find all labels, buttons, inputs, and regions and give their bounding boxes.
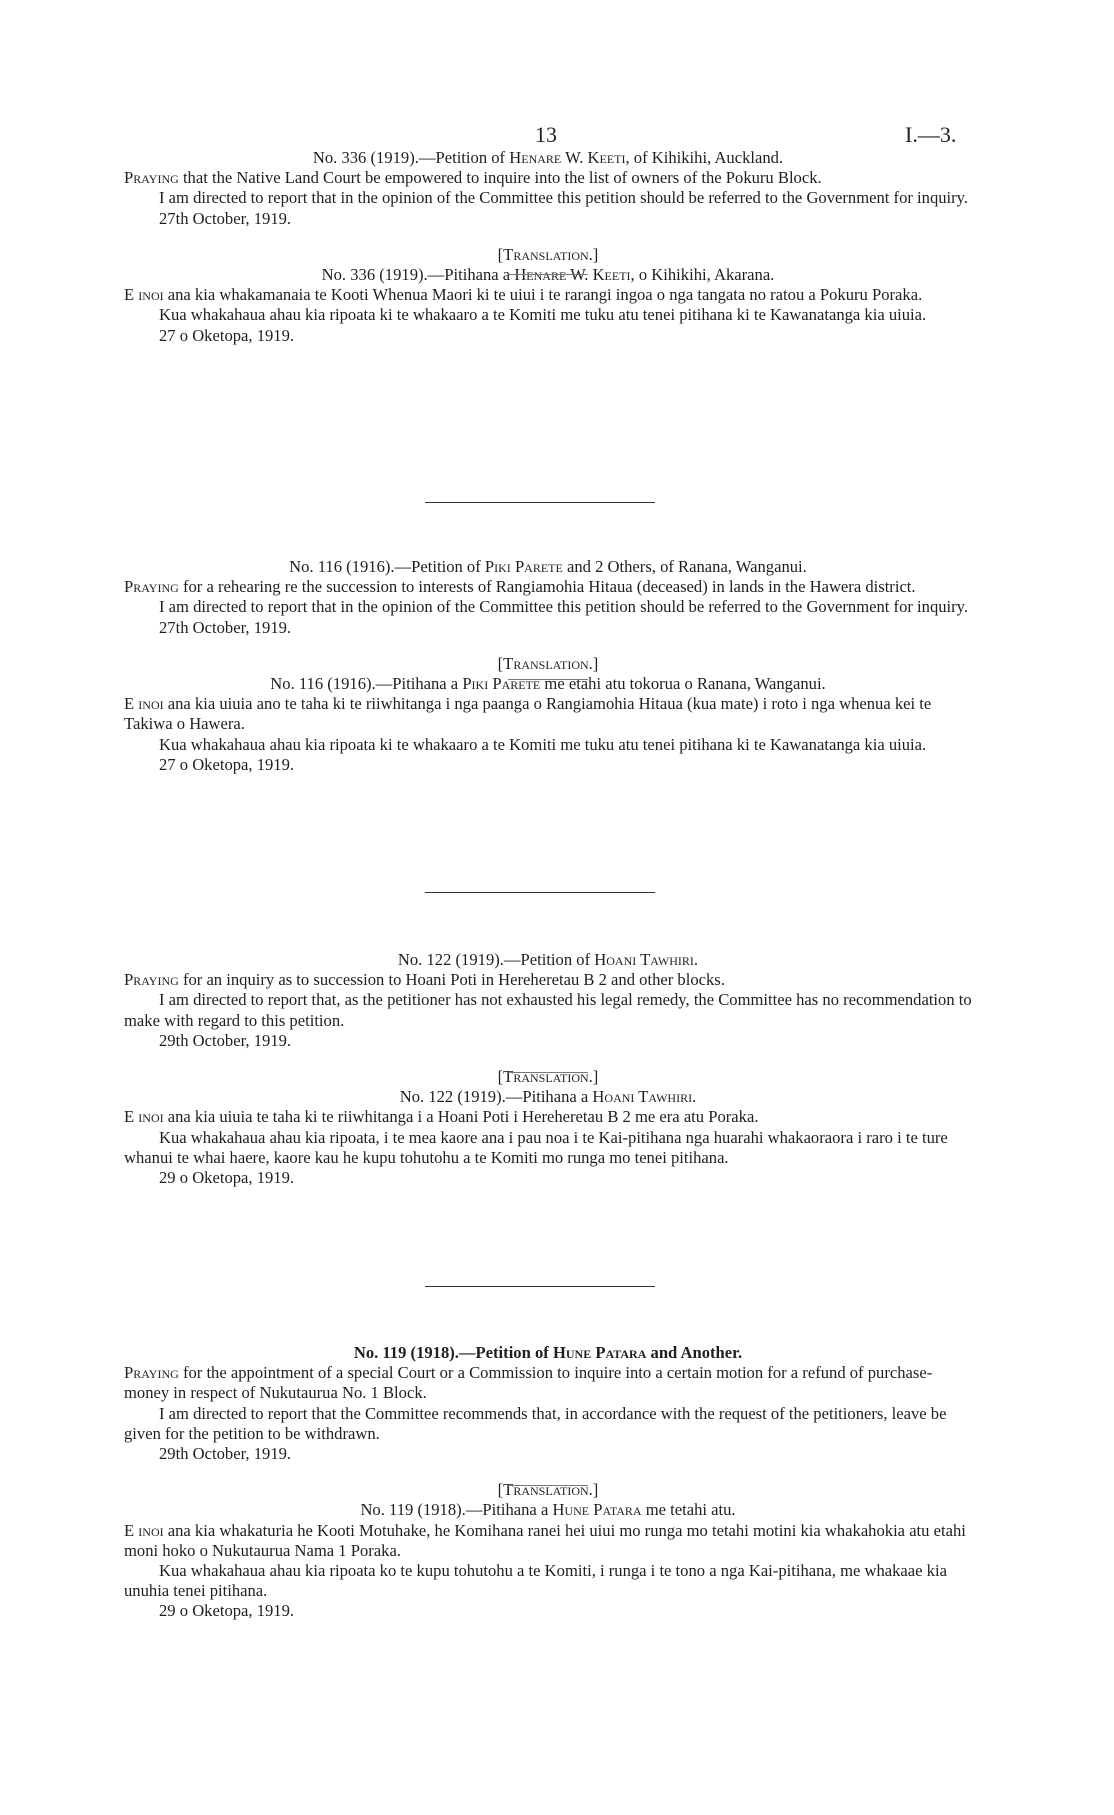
praying-paragraph: Praying for the appointment of a special Court or a Commission to inquire into a certain motion for a refund of purchase-money in respect of Nukutaurua No. 1 Block. bbox=[124, 1363, 933, 1403]
petition-heading: No. 122 (1919).—Petition of Hoani Tawhiri. bbox=[397, 950, 699, 969]
petition-122-section bbox=[124, 950, 972, 1188]
translation-report-paragraph: Kua whakahaua ahau kia ripoata, i te mea kaore ana i pau noa i te Kai-pitihana nga huarahi whakaoraora i raro i te ture whanui te whai haere, kaore kau he kupu tohutohu a te Komiti mo runga mo tenei pitihana. bbox=[124, 1127, 948, 1167]
translation-label: [Translation.] bbox=[497, 1480, 599, 1500]
report-paragraph: I am directed to report that, as the petitioner has not exhausted his legal remedy, the Committee has no recommendation to make with regard to this petition. bbox=[124, 990, 972, 1030]
short-divider bbox=[508, 274, 588, 275]
translation-date: 27 o Oketopa, 1919. bbox=[159, 754, 295, 774]
translation-date: 27 o Oketopa, 1919. bbox=[159, 325, 295, 345]
report-date: 29th October, 1919. bbox=[159, 1444, 292, 1464]
translation-report-paragraph: Kua whakahaua ahau kia ripoata ki te whakaaro a te Komiti me tuku atu tenei pitihana ki te Kawanatanga kia uiuia. bbox=[159, 734, 927, 754]
translation-praying-paragraph: E inoi ana kia uiuia te taha ki te riiwhitanga i a Hoani Poti i Hereheretau B 2 me era atu Poraka. bbox=[124, 1107, 759, 1127]
praying-paragraph: Praying that the Native Land Court be empowered to inquire into the list of owners of the Pokuru Block. bbox=[124, 168, 822, 188]
report-date: 29th October, 1919. bbox=[159, 1030, 292, 1050]
petition-heading: No. 116 (1916).—Petition of Piki Parete and 2 Others, of Ranana, Wanganui. bbox=[289, 557, 807, 576]
report-date: 27th October, 1919. bbox=[159, 617, 292, 637]
report-paragraph: I am directed to report that the Committee recommends that, in accordance with the request of the petitioners, leave be given for the petition to be withdrawn. bbox=[124, 1403, 947, 1443]
page-number: 13 bbox=[535, 122, 557, 147]
translation-heading: No. 122 (1919).—Pitihana a Hoani Tawhiri. bbox=[399, 1087, 697, 1107]
translation-date: 29 o Oketopa, 1919. bbox=[159, 1601, 295, 1621]
petition-119-section bbox=[124, 1343, 972, 1622]
translation-label: [Translation.] bbox=[497, 244, 599, 264]
report-date: 27th October, 1919. bbox=[159, 208, 292, 228]
translation-report-paragraph: Kua whakahaua ahau kia ripoata ki te whakaaro a te Komiti me tuku atu tenei pitihana ki te Kawanatanga kia uiuia. bbox=[159, 305, 927, 325]
short-divider bbox=[508, 1072, 588, 1073]
praying-paragraph: Praying for an inquiry as to succession to Hoani Poti in Hereheretau B 2 and other blocks. bbox=[124, 970, 725, 990]
petition-116-section bbox=[124, 557, 972, 775]
petition-heading: No. 119 (1918).—Petition of Hune Patara and Another. bbox=[353, 1343, 743, 1362]
translation-label: [Translation.] bbox=[497, 653, 599, 673]
petition-336-section bbox=[124, 148, 972, 346]
section-divider bbox=[425, 1286, 655, 1287]
short-divider bbox=[508, 679, 588, 680]
translation-label: [Translation.] bbox=[497, 1067, 599, 1087]
translation-heading: No. 336 (1919).—Pitihana a Henare W. Keeti, o Kihikihi, Akarana. bbox=[321, 265, 775, 285]
translation-praying-paragraph: E inoi ana kia uiuia ano te taha ki te riiwhitanga i nga paanga o Rangiamohia Hitaua (kua mate) i roto i nga whenua kei te Takiwa o Hawera. bbox=[124, 694, 932, 734]
translation-praying-paragraph: E inoi ana kia whakamanaia te Kooti Whenua Maori ki te uiui i te rarangi ingoa o nga tangata no ratou a Pokuru Poraka. bbox=[124, 285, 923, 305]
report-paragraph: I am directed to report that in the opinion of the Committee this petition should be referred to the Government for inquiry. bbox=[159, 188, 969, 208]
report-paragraph: I am directed to report that in the opinion of the Committee this petition should be referred to the Government for inquiry. bbox=[159, 597, 969, 617]
translation-heading: No. 119 (1918).—Pitihana a Hune Patara me tetahi atu. bbox=[360, 1500, 736, 1520]
translation-heading: No. 116 (1916).—Pitihana a Piki Parete me etahi atu tokorua o Ranana, Wanganui. bbox=[270, 674, 826, 694]
section-divider bbox=[425, 892, 655, 893]
translation-date: 29 o Oketopa, 1919. bbox=[159, 1168, 295, 1188]
praying-paragraph: Praying for a rehearing re the succession to interests of Rangiamohia Hitaua (deceased) in lands in the Hawera district. bbox=[124, 577, 916, 597]
translation-praying-paragraph: E inoi ana kia whakaturia he Kooti Motuhake, he Komihana ranei hei uiui mo runga mo tetahi motini kia whakahokia atu etahi moni hoko o Nukutaurua Nama 1 Poraka. bbox=[124, 1520, 966, 1560]
document-reference: I.—3. bbox=[905, 122, 957, 147]
short-divider bbox=[508, 1485, 588, 1486]
translation-report-paragraph: Kua whakahaua ahau kia ripoata ko te kupu tohutohu a te Komiti, i runga i te tono a nga Kai-pitihana, me whakaae kia unuhia tenei pitihana. bbox=[124, 1561, 947, 1601]
section-divider bbox=[425, 502, 655, 503]
petition-heading: No. 336 (1919).—Petition of Henare W. Keeti, of Kihikihi, Auckland. bbox=[312, 148, 784, 167]
